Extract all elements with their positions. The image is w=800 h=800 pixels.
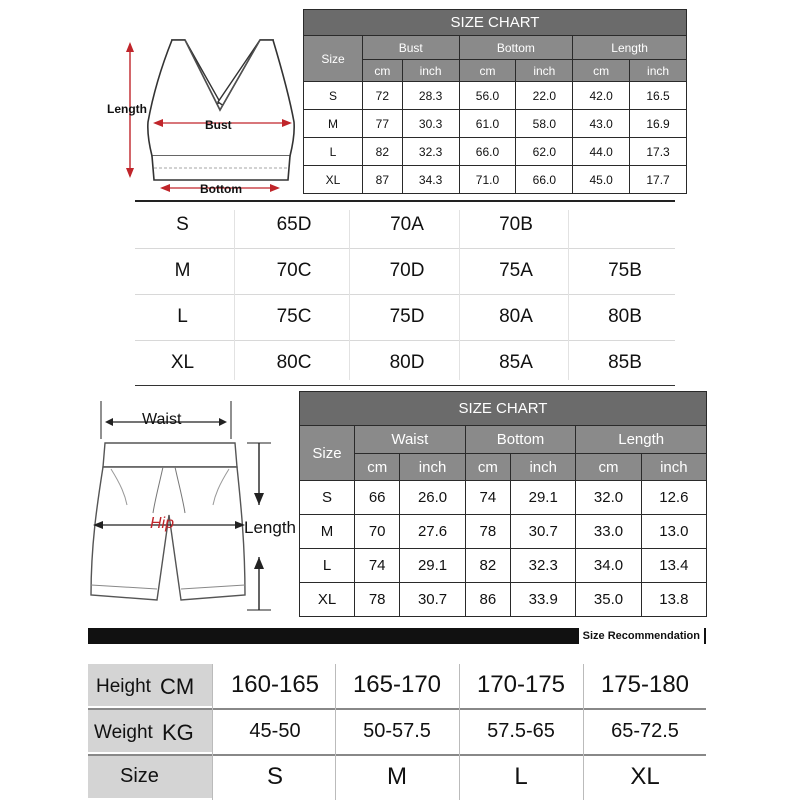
weight-label: Weight xyxy=(94,722,153,743)
value-cell: 30.7 xyxy=(511,515,576,549)
value-cell: 34.0 xyxy=(576,549,641,583)
value-cell: 29.1 xyxy=(400,549,465,583)
bra-bottom-label: Bottom xyxy=(200,182,242,196)
grid-cup: 75A xyxy=(499,260,533,281)
bottom-size-chart xyxy=(299,391,707,617)
unit-cell: cm xyxy=(573,60,630,82)
bottom-size-header: Size xyxy=(300,426,355,481)
size-row xyxy=(88,756,706,798)
value-cell: 16.5 xyxy=(630,82,687,110)
shorts-drawing xyxy=(85,395,295,620)
unit-cell: inch xyxy=(400,454,465,481)
unit-cell: cm xyxy=(355,454,400,481)
value-cell: 66 xyxy=(355,481,400,515)
value-cell: 74 xyxy=(465,481,510,515)
shorts-length-label: Length xyxy=(244,518,296,537)
value-cell: 32.0 xyxy=(576,481,641,515)
grid-cup: 70B xyxy=(499,214,533,235)
value-cell: 32.3 xyxy=(511,549,576,583)
value-cell: 30.7 xyxy=(400,583,465,617)
unit-cell: inch xyxy=(630,60,687,82)
value-cell: 71.0 xyxy=(459,166,516,194)
shorts-waist-label: Waist xyxy=(142,411,182,428)
size-value: S xyxy=(266,763,283,790)
grid-vline xyxy=(568,210,569,380)
value-cell: 30.3 xyxy=(402,110,459,138)
shorts-hip-label: Hip xyxy=(150,515,175,532)
grid-cup: 75B xyxy=(608,260,642,281)
bottom-group-header: Length xyxy=(576,426,707,454)
unit-cell: inch xyxy=(402,60,459,82)
value-cell: 13.0 xyxy=(641,515,706,549)
value-cell: 27.6 xyxy=(400,515,465,549)
grid-vline xyxy=(459,210,460,380)
unit-cell: inch xyxy=(641,454,706,481)
top-chart-title: SIZE CHART xyxy=(304,10,687,36)
unit-cell: cm xyxy=(459,60,516,82)
size-label: Size xyxy=(120,765,159,787)
grid-cup: 85B xyxy=(608,352,642,373)
bottom-units-row xyxy=(300,454,707,481)
size-cell: M xyxy=(304,110,363,138)
size-value: L xyxy=(514,763,528,790)
value-cell: 74 xyxy=(355,549,400,583)
weight-value: 65-72.5 xyxy=(611,720,679,742)
size-cell: L xyxy=(300,549,355,583)
value-cell: 32.3 xyxy=(402,138,459,166)
grid-row xyxy=(135,202,675,248)
value-cell: 82 xyxy=(363,138,403,166)
value-cell: 78 xyxy=(355,583,400,617)
value-cell: 82 xyxy=(465,549,510,583)
top-group-header: Length xyxy=(573,36,687,60)
section-divider xyxy=(135,385,675,386)
size-cell: S xyxy=(304,82,363,110)
height-value: 170-175 xyxy=(476,671,566,698)
value-cell: 66.0 xyxy=(459,138,516,166)
height-unit: CM xyxy=(160,674,195,699)
unit-cell: inch xyxy=(516,60,573,82)
rec-vline xyxy=(459,664,460,800)
value-cell: 72 xyxy=(363,82,403,110)
size-value: M xyxy=(387,763,407,790)
top-group-header: Bust xyxy=(363,36,460,60)
value-cell: 58.0 xyxy=(516,110,573,138)
table-row xyxy=(300,549,707,583)
value-cell: 70 xyxy=(355,515,400,549)
shorts-illustration xyxy=(85,395,295,620)
top-size-chart xyxy=(303,9,687,194)
value-cell: 87 xyxy=(363,166,403,194)
value-cell: 44.0 xyxy=(573,138,630,166)
value-cell: 16.9 xyxy=(630,110,687,138)
weight-unit: KG xyxy=(162,720,194,745)
height-value: 160-165 xyxy=(230,671,320,698)
size-cell: M xyxy=(300,515,355,549)
bra-length-label: Length xyxy=(107,102,147,116)
grid-cup: 65D xyxy=(276,214,312,235)
weight-value: 45-50 xyxy=(249,720,301,742)
grid-size: XL xyxy=(170,352,195,373)
value-cell: 28.3 xyxy=(402,82,459,110)
unit-cell: cm xyxy=(363,60,403,82)
weight-value: 50-57.5 xyxy=(363,720,431,742)
size-value: XL xyxy=(630,763,660,790)
value-cell: 17.7 xyxy=(630,166,687,194)
grid-cup xyxy=(571,202,679,248)
grid-row xyxy=(135,294,675,340)
size-cell: S xyxy=(300,481,355,515)
grid-cup: 80C xyxy=(276,352,312,373)
value-cell: 34.3 xyxy=(402,166,459,194)
grid-cup: 70A xyxy=(390,214,424,235)
value-cell: 13.4 xyxy=(641,549,706,583)
unit-cell: cm xyxy=(576,454,641,481)
value-cell: 33.0 xyxy=(576,515,641,549)
grid-size: M xyxy=(174,260,191,281)
size-cell: L xyxy=(304,138,363,166)
top-size-header: Size xyxy=(304,36,363,82)
bottom-group-header: Waist xyxy=(355,426,466,454)
value-cell: 35.0 xyxy=(576,583,641,617)
grid-row xyxy=(135,340,675,386)
grid-cup: 80A xyxy=(499,306,533,327)
grid-cup: 70C xyxy=(276,260,312,281)
value-cell: 33.9 xyxy=(511,583,576,617)
value-cell: 66.0 xyxy=(516,166,573,194)
recommendation-label: Size Recommendation xyxy=(579,628,704,644)
value-cell: 77 xyxy=(363,110,403,138)
unit-cell: cm xyxy=(465,454,510,481)
weight-value: 57.5-65 xyxy=(487,720,555,742)
grid-row xyxy=(135,248,675,294)
size-header xyxy=(88,756,212,798)
value-cell: 17.3 xyxy=(630,138,687,166)
bottom-chart-title: SIZE CHART xyxy=(300,392,707,426)
grid-size: L xyxy=(177,306,188,327)
value-cell: 86 xyxy=(465,583,510,617)
table-row xyxy=(300,481,707,515)
weight-row xyxy=(88,710,706,752)
rec-vline xyxy=(335,664,336,800)
value-cell: 56.0 xyxy=(459,82,516,110)
bra-bust-label: Bust xyxy=(205,118,232,132)
height-label: Height xyxy=(96,676,151,697)
rec-vline xyxy=(212,664,213,800)
table-row xyxy=(300,515,707,549)
weight-header xyxy=(88,710,212,752)
rec-vline xyxy=(583,664,584,800)
grid-cup: 80B xyxy=(608,306,642,327)
grid-cup: 75C xyxy=(276,306,312,327)
table-row xyxy=(304,82,687,110)
table-row xyxy=(304,166,687,194)
height-value: 165-170 xyxy=(352,671,442,698)
size-cell: XL xyxy=(304,166,363,194)
height-value: 175-180 xyxy=(600,671,690,698)
value-cell: 42.0 xyxy=(573,82,630,110)
table-row xyxy=(304,110,687,138)
bottom-group-header: Bottom xyxy=(465,426,576,454)
height-row xyxy=(88,664,706,706)
grid-cup: 85A xyxy=(499,352,533,373)
value-cell: 22.0 xyxy=(516,82,573,110)
table-row xyxy=(300,583,707,617)
grid-vline xyxy=(349,210,350,380)
grid-cup: 70D xyxy=(389,260,425,281)
grid-vline xyxy=(234,210,235,380)
value-cell: 62.0 xyxy=(516,138,573,166)
value-cell: 78 xyxy=(465,515,510,549)
size-cell: XL xyxy=(300,583,355,617)
recommendation-bar xyxy=(88,628,706,644)
value-cell: 13.8 xyxy=(641,583,706,617)
unit-cell: inch xyxy=(511,454,576,481)
height-header xyxy=(88,664,212,706)
value-cell: 12.6 xyxy=(641,481,706,515)
value-cell: 45.0 xyxy=(573,166,630,194)
top-group-header: Bottom xyxy=(459,36,573,60)
value-cell: 43.0 xyxy=(573,110,630,138)
value-cell: 61.0 xyxy=(459,110,516,138)
grid-size: S xyxy=(176,214,189,235)
grid-cup: 75D xyxy=(389,306,425,327)
value-cell: 29.1 xyxy=(511,481,576,515)
grid-cup: 80D xyxy=(389,352,425,373)
value-cell: 26.0 xyxy=(400,481,465,515)
table-row xyxy=(304,138,687,166)
